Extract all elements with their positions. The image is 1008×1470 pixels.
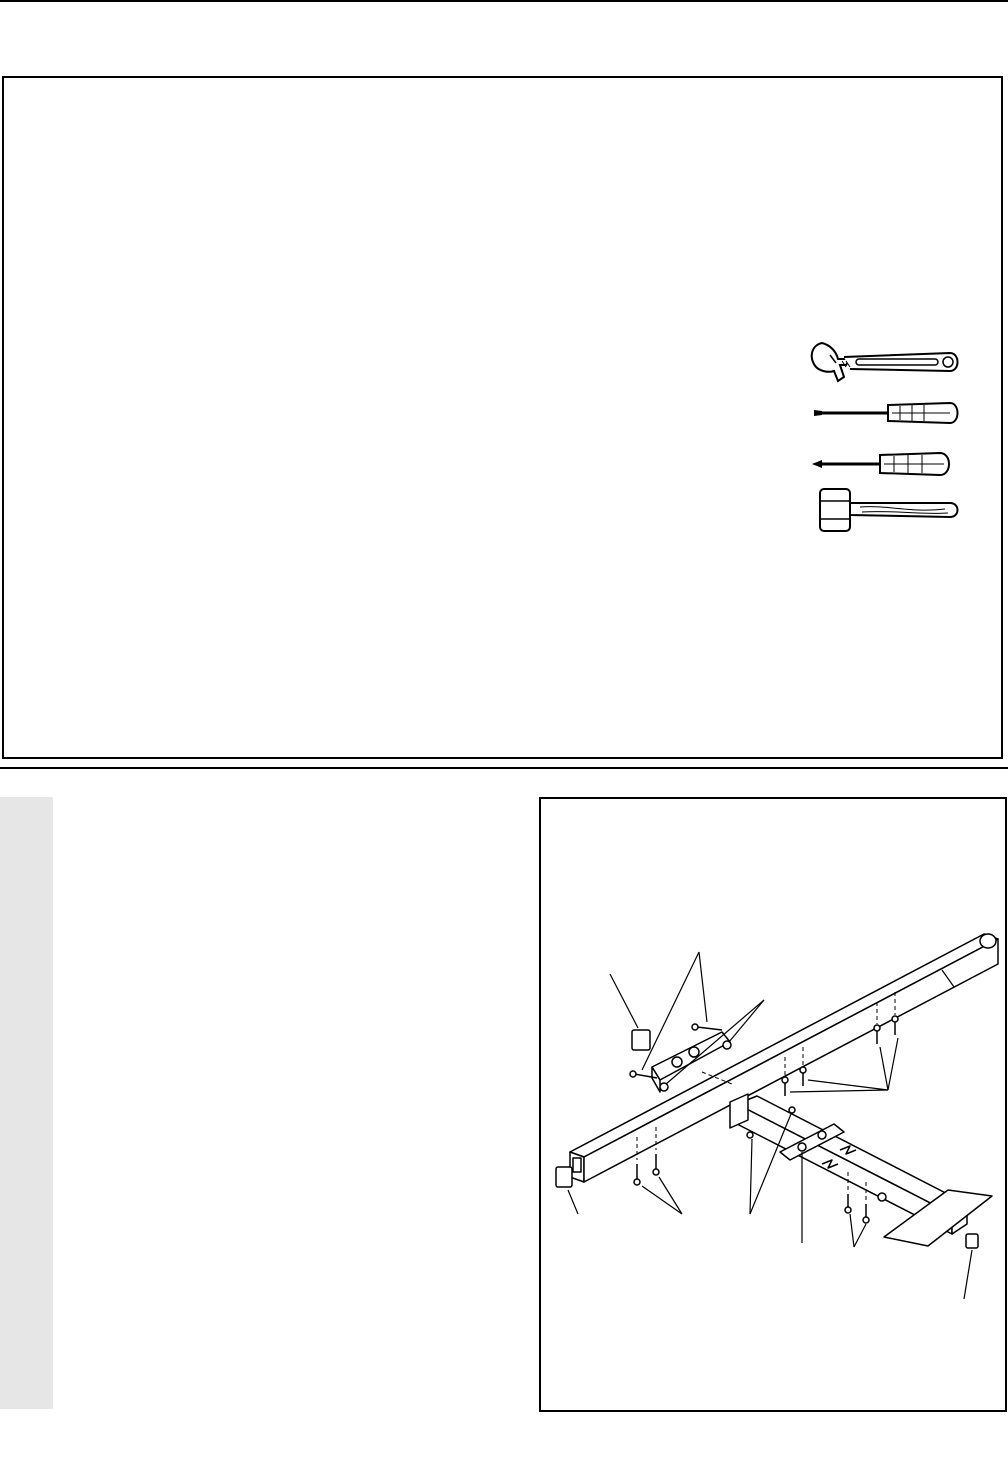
step-instructions (70, 797, 510, 1409)
flat-screwdriver-icon (800, 398, 970, 428)
frame-assembly-diagram (541, 799, 1005, 1410)
step-side-tab (0, 797, 53, 1409)
section-divider (0, 767, 1008, 769)
top-rule (0, 0, 1008, 2)
phillips-screwdriver-icon (800, 447, 970, 481)
assembly-figure (539, 797, 1007, 1412)
mallet-icon (800, 485, 970, 535)
wrench-icon (800, 335, 970, 385)
tools-illustration (800, 335, 970, 540)
